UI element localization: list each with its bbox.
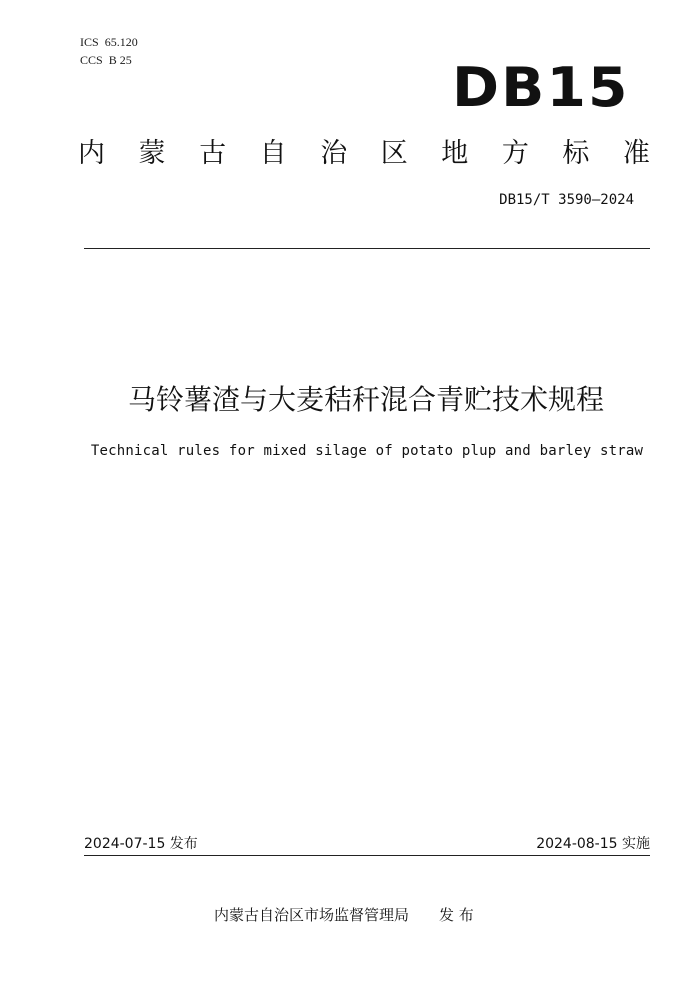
standard-type-char: 自 (259, 138, 287, 169)
ccs-code: B 25 (108, 53, 132, 67)
ccs-label: CCS (80, 53, 103, 67)
standard-type-char: 古 (199, 138, 227, 169)
ics-label: ICS (80, 35, 99, 49)
standard-type-char: 标 (562, 138, 590, 169)
standard-type-char: 准 (622, 138, 650, 169)
standard-type-heading (78, 134, 650, 174)
top-divider (84, 248, 650, 249)
standard-mark: DB15 (452, 56, 630, 119)
publisher-line (214, 904, 474, 926)
bottom-divider (84, 855, 650, 856)
issue-date: 2024-07-15 发布 (84, 836, 198, 852)
standard-number: DB15/T 3590—2024 (499, 192, 634, 208)
standard-type-char: 治 (320, 138, 348, 169)
ccs-code-line (80, 53, 132, 67)
title-english: Technical rules for mixed silage of potato plup and barley straw (90, 443, 644, 459)
standard-type-char: 地 (441, 138, 469, 169)
standard-type-char: 内 (78, 138, 105, 169)
publisher-name: 内蒙古自治区市场监督管理局 (214, 906, 410, 924)
title-chinese: 马铃薯渣与大麦秸秆混合青贮技术规程 (127, 383, 604, 416)
publish-action: 发 布 (439, 906, 474, 924)
standard-type-char: 蒙 (138, 138, 166, 169)
standard-type-char: 区 (380, 138, 408, 169)
standard-type-char: 方 (501, 138, 529, 169)
ics-code: 65.120 (104, 35, 138, 49)
ics-code-line (80, 35, 138, 49)
implementation-date: 2024-08-15 实施 (536, 836, 650, 852)
